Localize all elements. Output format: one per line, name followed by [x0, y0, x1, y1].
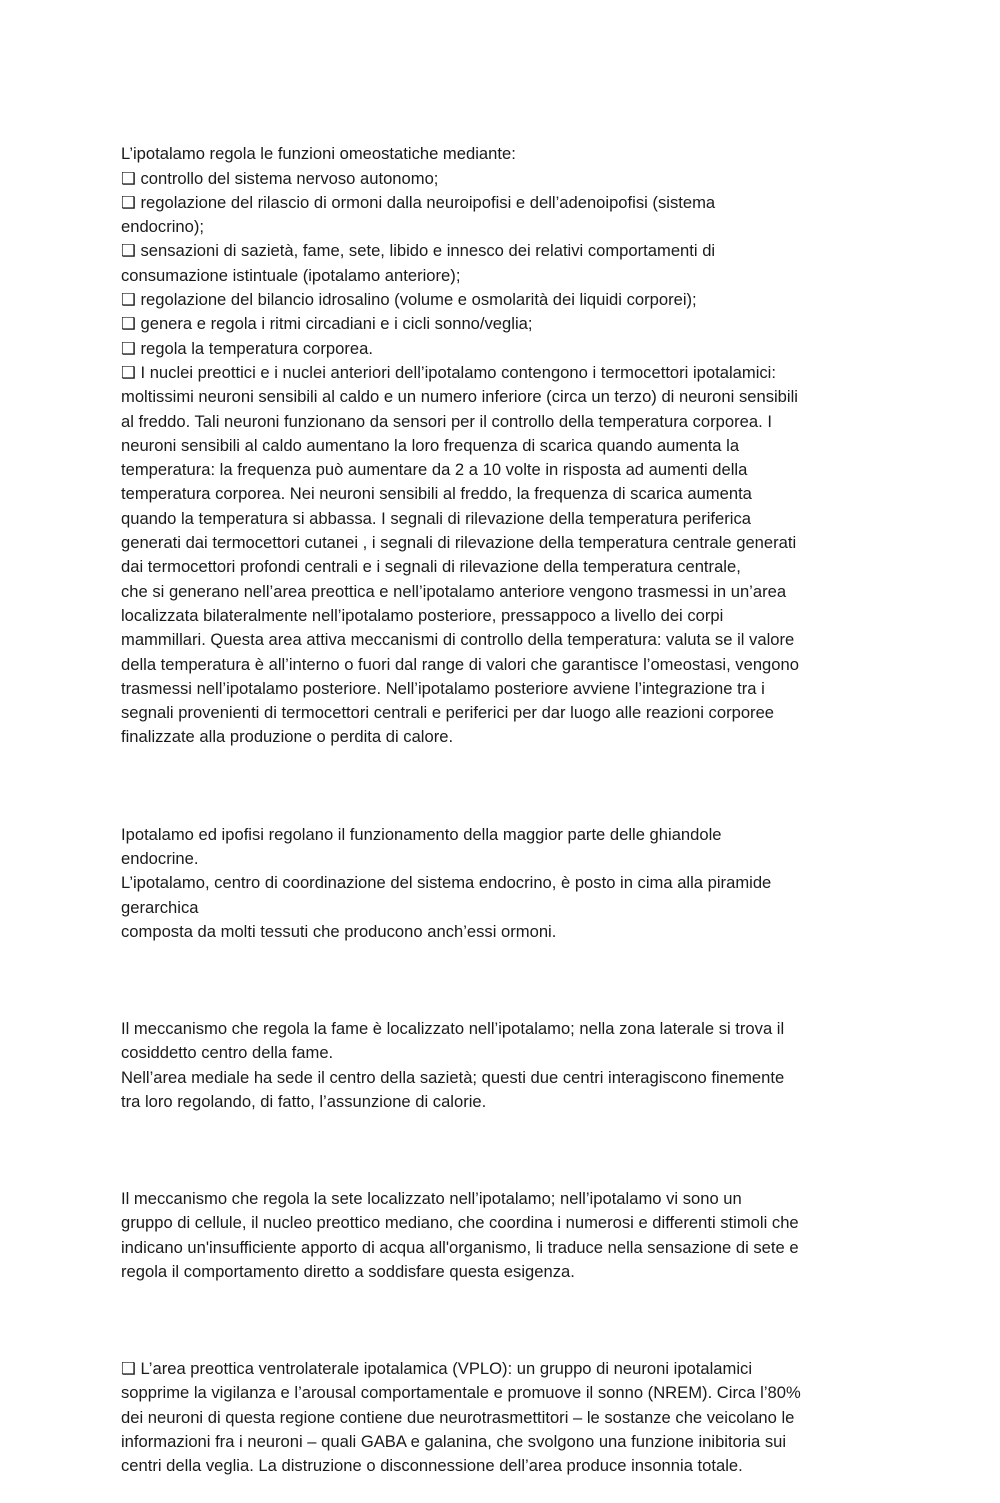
paragraph-spacer — [121, 1138, 891, 1162]
paragraph-hypothalamus-functions: L’ipotalamo regola le funzioni omeostatiche mediante: ❑ controllo del sistema nervoso autonomo; ❑ regolazione del rilascio di ormoni dalla neuroipofisi e dell’adenoipofisi (sistema endocrino); ❑ sensazioni di sazietà, fame, sete, libido e innesco dei relativi comportamenti di consumazione istintuale (ipotalamo anteriore); ❑ regolazione del bilancio idrosalino (volume e osmolarità dei liquidi corporei); ❑ genera e regola i ritmi circadiani e i cicli sonno/veglia; ❑ regola la temperatura corporea. ❑ I nuclei preottici e i nuclei anteriori dell’ipotalamo contengono i termocettori ipotalamici: moltissimi neuroni sensibili al caldo e un numero inferiore (circa un terzo) di neuroni sensibili al freddo. Tali neuroni funzionano da sensori per il controllo della temperatura corporea. I neuroni sensibili al caldo aumentano la loro frequenza di scarica quando aumenta la temperatura: la frequenza può aumentare da 2 a 10 volte in risposta ad aumenti della temperatura corporea. Nei neuroni sensibili al freddo, la frequenza di scarica aumenta quando la temperatura si abbassa. I segnali di rilevazione della temperatura periferica generati dai termocettori cutanei , i segnali di rilevazione della temperatura centrale generati dai termocettori profondi centrali e i segnali di rilevazione della temperatura centrale, che si generano nell’area preottica e nell’ipotalamo anteriore vengono trasmessi in un’area localizzata bilateralmente nell’ipotalamo posteriore, pressappoco a livello dei corpi mammillari. Questa area attiva meccanismi di controllo della temperatura: valuta se il valore della temperatura è all’interno o fuori dal range di valori che garantisce l’omeostasi, vengono trasmessi nell’ipotalamo posteriore. Nell’ipotalamo posteriore avviene l’integrazione tra i segnali provenienti di termocettori centrali e periferici per dar luogo alle reazioni corporee finalizzate alla produzione o perdita di calore. — [121, 144, 799, 747]
paragraph-spacer — [121, 968, 891, 992]
document-body — [121, 118, 891, 1503]
paragraph-hunger: Il meccanismo che regola la fame è localizzato nell’ipotalamo; nella zona laterale si trova il cosiddetto centro della fame. Nell’area mediale ha sede il centro della sazietà; questi due centri interagiscono finemente tra loro regolando, di fatto, l’assunzione di calorie. — [121, 1018, 785, 1111]
paragraph-vplo: ❑ L’area preottica ventrolaterale ipotalamica (VPLO): un gruppo di neuroni ipotalamici sopprime la vigilanza e l’arousal comportamentale e promuove il sonno (NREM). Circa l’80% dei neuroni di questa regione contiene due neurotrasmettitori – le sostanze che veicolano le informazioni fra i neuroni – quali GABA e galanina, che svolgono una funzione inibitoria sui centri della veglia. La distruzione o disconnessione dell’area produce insonnia totale. — [121, 1359, 801, 1476]
paragraph-endocrine: Ipotalamo ed ipofisi regolano il funzionamento della maggior parte delle ghiandole endocrine. L’ipotalamo, centro di coordinazione del sistema endocrino, è posto in cima alla piramide gerarchica composta da molti tessuti che producono anch’essi ormoni. — [121, 824, 772, 941]
paragraph-spacer — [121, 1309, 891, 1333]
paragraph-spacer — [121, 774, 891, 798]
paragraph-thirst: Il meccanismo che regola la sete localizzato nell’ipotalamo; nell’ipotalamo vi sono un gruppo di cellule, il nucleo preottico mediano, che coordina i numerosi e differenti stimoli che indicano un'insufficiente apporto di acqua all'organismo, li traduce nella sensazione di sete e regola il comportamento diretto a soddisfare questa esigenza. — [121, 1189, 799, 1281]
